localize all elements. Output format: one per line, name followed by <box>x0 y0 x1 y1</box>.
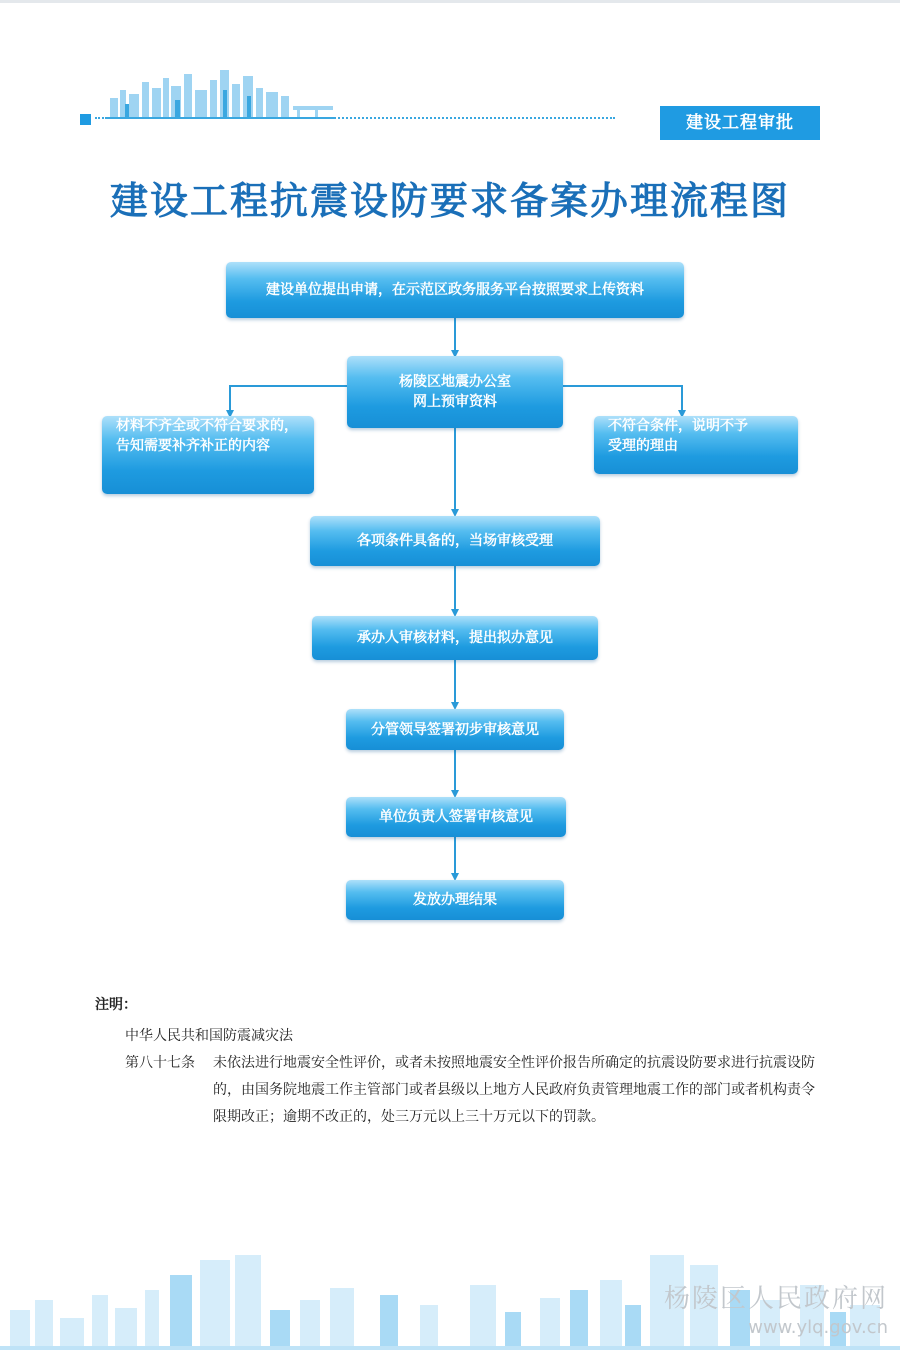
notes-law-name: 中华人民共和国防震减灾法 <box>125 1028 293 1044</box>
flow-step-accept <box>310 516 600 566</box>
flow-step-leader-sign <box>346 709 564 750</box>
notes-article-text: 未依法进行地震安全性评价，或者未按照地震安全性评价报告所确定的抗震设防要求进行抗震设防的，由国务院地震工作主管部门或者县级以上地方人民政府负责管理地震工作的部门或者机构责令限期改正；逾期不改正的，处三万元以上三十万元以下的罚款。 <box>213 1055 815 1125</box>
arrow-step2-right <box>563 386 682 414</box>
site-watermark <box>664 1278 888 1338</box>
flow-branch-incomplete <box>102 416 314 494</box>
watermark-site-name: 杨陵区人民政府网 <box>663 1284 888 1314</box>
flow-step-head-sign-text: 单位负责人签署审核意见 <box>379 809 533 825</box>
flow-step-result-text: 发放办理结果 <box>413 892 497 908</box>
flow-branch-rejected <box>594 416 798 474</box>
page-title: 建设工程抗震设防要求备案办理流程图 <box>109 179 790 223</box>
rejected-line2: 受理的理由 <box>608 438 678 454</box>
preliminary-review-line2: 网上预审资料 <box>413 394 497 410</box>
flow-step-handler-review <box>312 616 598 660</box>
arrow-step2-left <box>230 386 347 414</box>
flow-step-head-sign <box>346 797 566 837</box>
section-tag: 建设工程审批 <box>660 106 820 140</box>
notes-article-number: 第八十七条 <box>125 1055 195 1071</box>
flow-step-leader-sign-text: 分管领导签署初步审核意见 <box>371 721 539 738</box>
notes-article <box>95 1050 815 1131</box>
flow-step-preliminary-review <box>347 356 563 428</box>
incomplete-line1: 材料不齐全或不符合要求的， <box>116 418 298 434</box>
rejected-line1: 不符合条件，说明不予 <box>608 418 748 434</box>
flow-step-application-text: 建设单位提出申请，在示范区政务服务平台按照要求上传资料 <box>266 282 644 298</box>
watermark-site-url: www.ylq.gov.cn <box>748 1317 888 1338</box>
flow-step-handler-review-text: 承办人审核材料，提出拟办意见 <box>357 630 553 646</box>
notes-section <box>95 992 815 1131</box>
notes-heading: 注明： <box>95 997 137 1013</box>
incomplete-line2: 告知需要补齐补正的内容 <box>116 438 270 454</box>
flow-step-application <box>226 262 684 318</box>
flow-step-result <box>346 880 564 920</box>
preliminary-review-line1: 杨陵区地震办公室 <box>399 374 511 390</box>
flow-step-accept-text: 各项条件具备的，当场审核受理 <box>357 533 553 549</box>
